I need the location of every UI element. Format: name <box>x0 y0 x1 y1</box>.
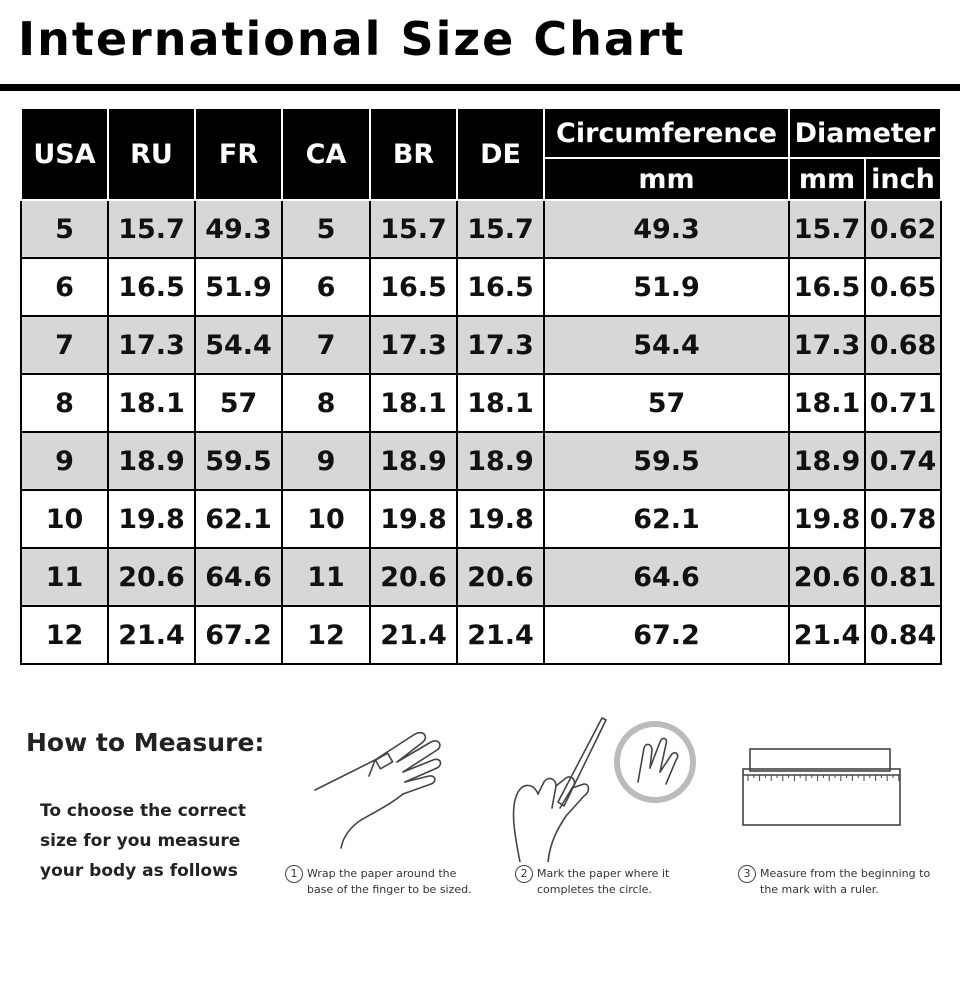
table-cell: 21.4 <box>108 606 195 664</box>
table-cell: 0.74 <box>865 432 941 490</box>
title-divider <box>0 84 960 91</box>
pen-mark-icon <box>500 712 700 862</box>
table-cell: 11 <box>21 548 108 606</box>
table-cell: 67.2 <box>195 606 282 664</box>
table-cell: 6 <box>21 258 108 316</box>
header-diameter: Diameter <box>789 108 941 158</box>
table-cell: 18.9 <box>789 432 865 490</box>
table-cell: 54.4 <box>195 316 282 374</box>
intro-line: size for you measure <box>40 831 241 851</box>
table-cell: 12 <box>21 606 108 664</box>
step-3-line: the mark with a ruler. <box>760 883 879 896</box>
intro-line: To choose the correct <box>40 801 246 821</box>
table-cell: 57 <box>544 374 789 432</box>
step-2-line: completes the circle. <box>537 883 652 896</box>
table-row <box>21 548 941 606</box>
table-cell: 18.1 <box>108 374 195 432</box>
table-cell: 64.6 <box>544 548 789 606</box>
table-cell: 7 <box>282 316 370 374</box>
table-cell: 7 <box>21 316 108 374</box>
table-row <box>21 490 941 548</box>
table-cell: 62.1 <box>544 490 789 548</box>
header-usa: USA <box>21 108 108 200</box>
step-number: 1 <box>285 865 303 883</box>
table-cell: 64.6 <box>195 548 282 606</box>
table-cell: 57 <box>195 374 282 432</box>
table-cell: 16.5 <box>789 258 865 316</box>
how-to-measure-intro <box>40 796 270 886</box>
table-cell: 49.3 <box>544 200 789 258</box>
table-cell: 18.9 <box>370 432 457 490</box>
table-cell: 59.5 <box>544 432 789 490</box>
table-cell: 9 <box>282 432 370 490</box>
table-cell: 20.6 <box>108 548 195 606</box>
table-cell: 9 <box>21 432 108 490</box>
table-cell: 17.3 <box>457 316 544 374</box>
header-de: DE <box>457 108 544 200</box>
table-cell: 19.8 <box>789 490 865 548</box>
subheader-diameter-inch: inch <box>865 158 941 200</box>
step-1-line: base of the finger to be sized. <box>307 883 472 896</box>
header-fr: FR <box>195 108 282 200</box>
header-ru: RU <box>108 108 195 200</box>
table-cell: 17.3 <box>108 316 195 374</box>
table-cell: 0.84 <box>865 606 941 664</box>
table-cell: 11 <box>282 548 370 606</box>
table-row <box>21 258 941 316</box>
table-cell: 15.7 <box>370 200 457 258</box>
table-cell: 18.1 <box>370 374 457 432</box>
table-cell: 18.1 <box>789 374 865 432</box>
ruler-icon <box>740 745 905 835</box>
table-cell: 5 <box>282 200 370 258</box>
header-ca: CA <box>282 108 370 200</box>
hand-wrap-icon <box>305 720 465 860</box>
how-to-measure-title: How to Measure: <box>26 728 265 757</box>
table-cell: 19.8 <box>370 490 457 548</box>
table-cell: 8 <box>21 374 108 432</box>
table-cell: 17.3 <box>789 316 865 374</box>
table-cell: 15.7 <box>108 200 195 258</box>
table-cell: 54.4 <box>544 316 789 374</box>
table-cell: 0.68 <box>865 316 941 374</box>
table-cell: 0.78 <box>865 490 941 548</box>
table-cell: 12 <box>282 606 370 664</box>
table-cell: 10 <box>21 490 108 548</box>
table-cell: 15.7 <box>789 200 865 258</box>
table-cell: 59.5 <box>195 432 282 490</box>
step-number: 3 <box>738 865 756 883</box>
table-cell: 19.8 <box>457 490 544 548</box>
table-cell: 17.3 <box>370 316 457 374</box>
table-cell: 21.4 <box>789 606 865 664</box>
size-chart-table <box>20 107 942 665</box>
header-circumference: Circumference <box>544 108 789 158</box>
table-cell: 19.8 <box>108 490 195 548</box>
step-3-line: Measure from the beginning to <box>760 867 931 880</box>
table-cell: 21.4 <box>457 606 544 664</box>
table-cell: 16.5 <box>370 258 457 316</box>
table-row <box>21 432 941 490</box>
table-cell: 15.7 <box>457 200 544 258</box>
how-to-measure-section <box>0 700 960 960</box>
table-cell: 18.1 <box>457 374 544 432</box>
table-cell: 51.9 <box>544 258 789 316</box>
table-cell: 8 <box>282 374 370 432</box>
table-cell: 0.81 <box>865 548 941 606</box>
table-cell: 20.6 <box>789 548 865 606</box>
table-row <box>21 374 941 432</box>
table-cell: 0.62 <box>865 200 941 258</box>
step-2-line: Mark the paper where it <box>537 867 670 880</box>
table-cell: 0.65 <box>865 258 941 316</box>
step-number: 2 <box>515 865 533 883</box>
subheader-circumference-mm: mm <box>544 158 789 200</box>
table-cell: 5 <box>21 200 108 258</box>
table-body <box>21 200 941 664</box>
table-row <box>21 200 941 258</box>
subheader-diameter-mm: mm <box>789 158 865 200</box>
intro-line: your body as follows <box>40 861 238 881</box>
table-cell: 21.4 <box>370 606 457 664</box>
table-header-row <box>21 108 941 158</box>
table-row <box>21 316 941 374</box>
table-cell: 6 <box>282 258 370 316</box>
table-cell: 62.1 <box>195 490 282 548</box>
table-cell: 49.3 <box>195 200 282 258</box>
table-cell: 20.6 <box>457 548 544 606</box>
header-br: BR <box>370 108 457 200</box>
table-cell: 10 <box>282 490 370 548</box>
table-cell: 20.6 <box>370 548 457 606</box>
step-1-line: Wrap the paper around the <box>307 867 457 880</box>
table-cell: 18.9 <box>108 432 195 490</box>
table-cell: 16.5 <box>108 258 195 316</box>
table-row <box>21 606 941 664</box>
page-title: International Size Chart <box>18 12 686 66</box>
table-cell: 16.5 <box>457 258 544 316</box>
table-cell: 67.2 <box>544 606 789 664</box>
table-cell: 0.71 <box>865 374 941 432</box>
table-cell: 18.9 <box>457 432 544 490</box>
table-cell: 51.9 <box>195 258 282 316</box>
